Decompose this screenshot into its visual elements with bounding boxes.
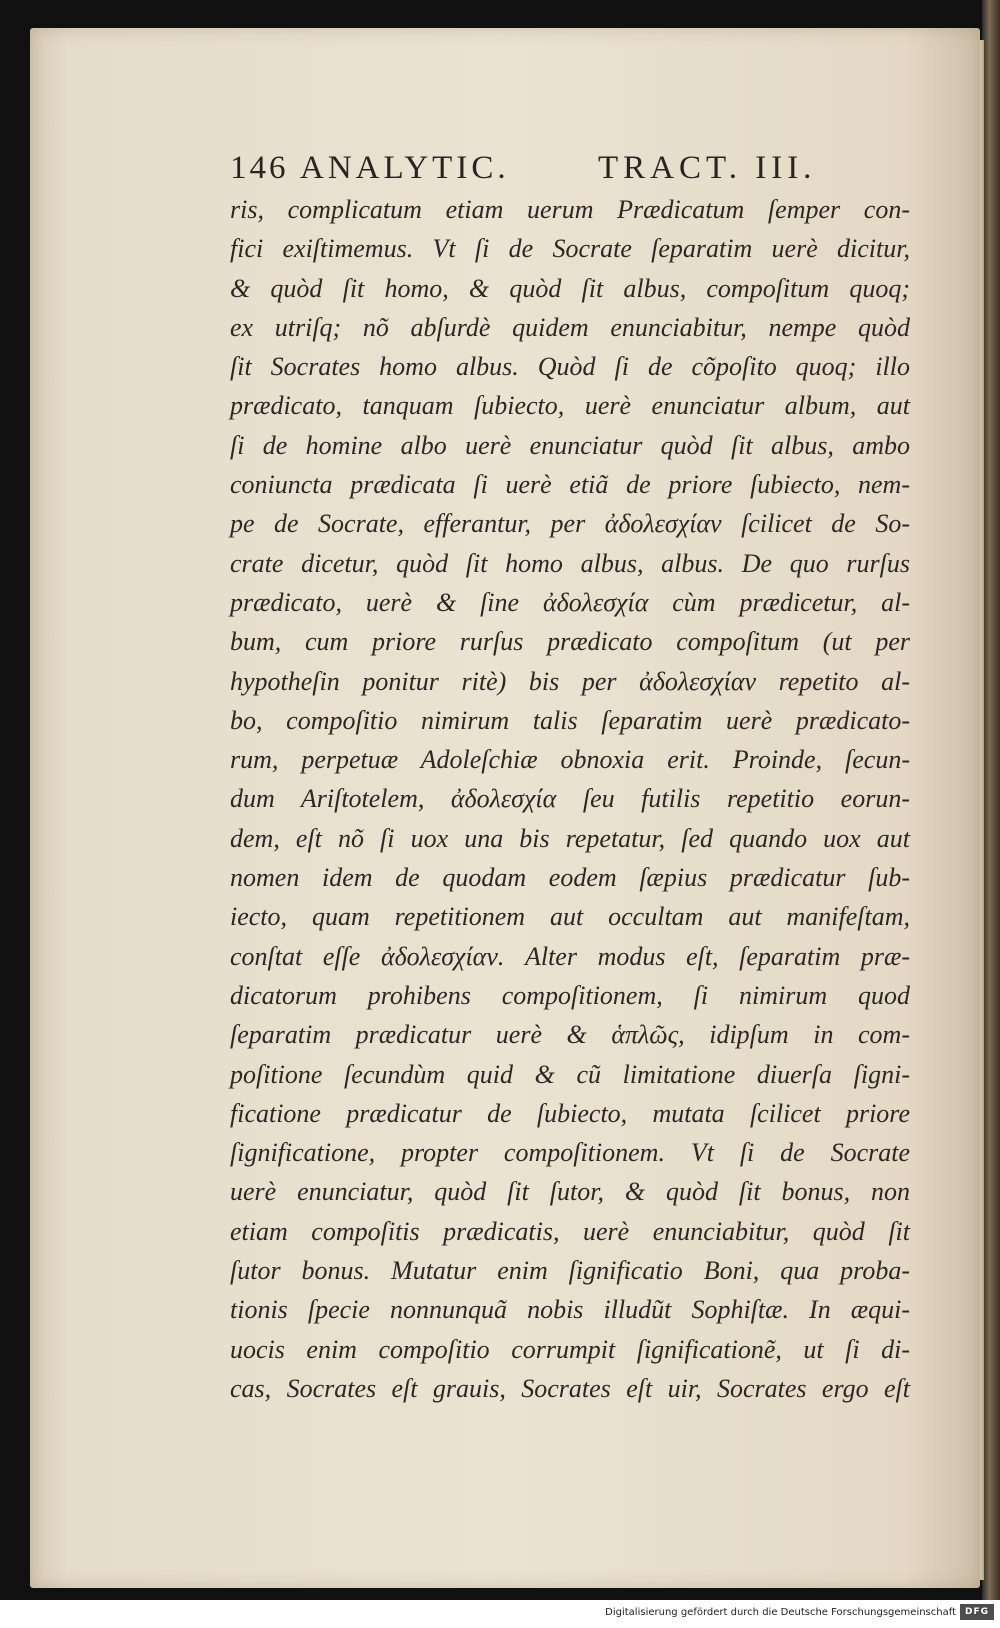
funding-credit: Digitalisierung gefördert durch die Deutsche Forschungsgemeinschaft: [605, 1607, 956, 1618]
text-line: uocis enim compoſitio corrumpit ſignificationẽ, ut ſi di-: [230, 1334, 910, 1364]
body-text: [230, 190, 910, 1408]
text-line: tionis ſpecie nonnunquã nobis illudũt Sophiſtæ. In æqui-: [230, 1295, 910, 1325]
text-line: conſtat eſſe ἀδολεσχίαν. Alter modus eſt, ſeparatim præ-: [230, 941, 910, 971]
text-line: nomen idem de quodam eodem ſæpius prædicatur ſub-: [230, 863, 910, 893]
text-line: crate dicetur, quòd ſit homo albus, albus. De quo rurſus: [230, 548, 910, 578]
text-line: ex utriſq; nõ abſurdè quidem enunciabitur, nempe quòd: [230, 312, 910, 342]
text-line: poſitione ſecundùm quid & cũ limitatione diuerſa ſigni-: [230, 1059, 910, 1089]
text-line: hypotheſin ponitur ritè) bis per ἀδολεσχίαν repetito al-: [230, 666, 910, 696]
book-binding-edge: [982, 0, 1000, 1600]
text-line: ſutor bonus. Mutatur enim ſignificatio Boni, qua proba-: [230, 1256, 910, 1286]
page-number: 146: [230, 150, 289, 186]
text-line: iecto, quam repetitionem aut occultam aut manifeſtam,: [230, 902, 910, 932]
text-line: cas, Socrates eſt grauis, Socrates eſt uir, Socrates ergo eſt: [230, 1373, 910, 1403]
text-line: ris, complicatum etiam uerum Prædicatum ſemper con-: [230, 195, 910, 224]
text-line: uerè enunciatur, quòd ſit ſutor, & quòd ſit bonus, non: [230, 1177, 910, 1207]
text-line: ſit Socrates homo albus. Quòd ſi de cõpoſito quoq; illo: [230, 352, 910, 382]
text-line: dem, eſt nõ ſi uox una bis repetatur, ſed quando uox aut: [230, 823, 910, 853]
text-line: ficatione prædicatur de ſubiecto, mutata ſcilicet priore: [230, 1098, 910, 1128]
text-line: ſi de homine albo uerè enunciatur quòd ſit albus, ambo: [230, 430, 910, 460]
text-line: & quòd ſit homo, & quòd ſit albus, compoſitum quoq;: [230, 273, 910, 303]
text-line: prædicato, uerè & ſine ἀδολεσχία cùm prædicetur, al-: [230, 587, 910, 617]
text-line: prædicato, tanquam ſubiecto, uerè enunciatur album, aut: [230, 391, 910, 421]
section-title: TRACT. III.: [598, 150, 817, 186]
text-line: rum, perpetuæ Adoleſchiæ obnoxia erit. Proinde, ſecun-: [230, 745, 910, 775]
text-line: ſeparatim prædicatur uerè & ἁπλῶς, idipſum in com-: [230, 1020, 910, 1050]
running-title: ANALYTIC.: [300, 150, 510, 186]
text-line: bum, cum priore rurſus prædicato compoſitum (ut per: [230, 627, 910, 657]
text-line: fici exiſtimemus. Vt ſi de Socrate ſeparatim uerè dicitur,: [230, 234, 910, 264]
text-line: etiam compoſitis prædicatis, uerè enunciabitur, quòd ſit: [230, 1216, 910, 1246]
text-line: bo, compoſitio nimirum talis ſeparatim uerè prædicato-: [230, 705, 910, 735]
text-line: pe de Socrate, efferantur, per ἀδολεσχίαν ſcilicet de So-: [230, 509, 910, 539]
dfg-logo: DFG: [960, 1604, 994, 1620]
text-line: ſignificatione, propter compoſitionem. Vt ſi de Socrate: [230, 1138, 910, 1168]
text-line: coniuncta prædicata ſi uerè etiã de priore ſubiecto, nem-: [230, 470, 910, 500]
page-header: [230, 150, 890, 194]
text-line: dicatorum prohibens compoſitionem, ſi nimirum quod: [230, 980, 910, 1010]
text-line: dum Ariſtotelem, ἀδολεσχία ſeu futilis repetitio eorun-: [230, 784, 910, 814]
